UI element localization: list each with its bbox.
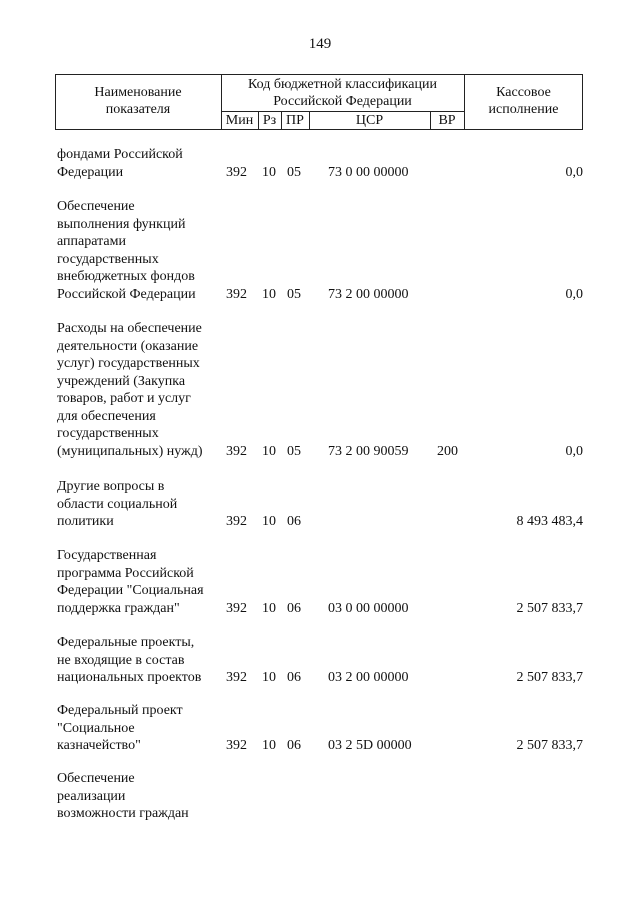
row-name-line: реализации xyxy=(57,788,126,804)
code-csr: 73 2 00 90059 xyxy=(328,443,409,459)
code-min: 392 xyxy=(226,164,247,180)
code-min: 392 xyxy=(226,443,247,459)
header-code-group xyxy=(221,76,464,110)
row-name xyxy=(57,146,232,181)
code-min: 392 xyxy=(226,738,247,753)
row-name-line: аппаратами xyxy=(57,234,126,249)
header-cash-line: исполнение xyxy=(488,102,559,117)
code-csr: 03 0 00 00000 xyxy=(328,600,409,616)
code-pr: 06 xyxy=(287,514,301,529)
row-name-line: Обеспечение xyxy=(57,199,135,214)
row-name-line: Федерации "Социальная xyxy=(57,583,204,598)
row-name-line: казначейство" xyxy=(57,738,141,753)
row-name-line: Расходы на обеспечение xyxy=(57,321,202,336)
code-pr: 05 xyxy=(287,164,301,180)
code-rz: 10 xyxy=(262,670,276,685)
header-vr: ВР xyxy=(438,113,456,128)
row-name xyxy=(57,547,232,617)
code-vr: 200 xyxy=(437,443,458,459)
cash-amount: 8 493 483,4 xyxy=(516,514,583,529)
code-pr: 06 xyxy=(287,738,301,753)
code-rz: 10 xyxy=(262,443,276,459)
row-name xyxy=(57,770,232,823)
row-name-line: Федеральный проект xyxy=(57,703,183,718)
row-name-line: товаров, работ и услуг xyxy=(57,391,191,406)
header-code-line: Российской Федерации xyxy=(273,94,412,109)
row-name xyxy=(57,320,232,460)
row-name-line: для обеспечения xyxy=(57,408,156,424)
row-name-line: возможности граждан xyxy=(57,806,189,821)
row-name-line: (муниципальных) нужд) xyxy=(57,443,203,459)
header-cash-line: Кассовое xyxy=(496,85,551,100)
row-name-line: поддержка граждан" xyxy=(57,600,180,616)
header-name-column xyxy=(55,84,221,118)
row-name-line: Федерации xyxy=(57,164,124,180)
header-csr: ЦСР xyxy=(355,113,384,128)
row-name-line: учреждений (Закупка xyxy=(57,373,186,389)
row-name-line: Обеспечение xyxy=(57,771,135,786)
cash-amount: 2 507 833,7 xyxy=(516,600,583,616)
page-number: 149 xyxy=(308,36,332,52)
row-name-line: Государственная xyxy=(57,548,157,563)
header-rz: Рз xyxy=(262,113,277,128)
code-rz: 10 xyxy=(262,286,276,302)
code-pr: 05 xyxy=(287,443,301,459)
code-pr: 06 xyxy=(287,600,301,616)
row-name-line: выполнения функций xyxy=(57,216,186,232)
row-name-line: не входящие в состав xyxy=(57,652,185,668)
code-csr: 03 2 5D 00000 xyxy=(328,738,412,753)
header-cash-column xyxy=(464,84,583,118)
row-name-line: политики xyxy=(57,514,114,529)
header-min: Мин xyxy=(225,113,254,128)
row-name-line: Другие вопросы в xyxy=(57,479,165,494)
header-pr: ПР xyxy=(286,113,304,128)
code-min: 392 xyxy=(226,670,247,685)
row-name-line: национальных проектов xyxy=(57,670,202,685)
row-name-line: программа Российской xyxy=(57,565,194,581)
table-header xyxy=(55,74,583,130)
code-rz: 10 xyxy=(262,164,276,180)
code-csr: 03 2 00 00000 xyxy=(328,670,409,685)
row-name-line: Российской Федерации xyxy=(57,286,196,302)
row-name-line: внебюджетных фондов xyxy=(57,269,195,284)
cash-amount: 0,0 xyxy=(565,286,583,302)
code-csr: 73 0 00 00000 xyxy=(328,164,409,180)
header-code-line: Код бюджетной классификации xyxy=(248,77,437,92)
code-pr: 05 xyxy=(287,286,301,302)
header-name-line: показателя xyxy=(105,102,171,117)
code-csr: 73 2 00 00000 xyxy=(328,286,409,302)
cash-amount: 0,0 xyxy=(565,164,583,180)
header-name-line: Наименование xyxy=(94,85,182,100)
code-rz: 10 xyxy=(262,514,276,529)
row-name xyxy=(57,634,232,687)
cash-amount: 2 507 833,7 xyxy=(516,670,583,685)
row-name xyxy=(57,198,232,303)
row-name xyxy=(57,478,232,531)
code-rz: 10 xyxy=(262,738,276,753)
row-name-line: "Социальное xyxy=(57,720,135,736)
row-name-line: государственных xyxy=(57,426,159,441)
code-rz: 10 xyxy=(262,600,276,616)
code-min: 392 xyxy=(226,514,247,529)
code-min: 392 xyxy=(226,286,247,302)
row-name-line: услуг) государственных xyxy=(57,356,200,371)
row-name-line: государственных xyxy=(57,251,159,267)
row-name xyxy=(57,702,232,755)
row-name-line: области социальной xyxy=(57,496,178,512)
cash-amount: 0,0 xyxy=(565,443,583,459)
row-name-line: деятельности (оказание xyxy=(57,338,199,354)
cash-amount: 2 507 833,7 xyxy=(516,738,583,753)
code-pr: 06 xyxy=(287,670,301,685)
row-name-line: фондами Российской xyxy=(57,147,183,162)
code-min: 392 xyxy=(226,600,247,616)
row-name-line: Федеральные проекты, xyxy=(57,635,195,650)
